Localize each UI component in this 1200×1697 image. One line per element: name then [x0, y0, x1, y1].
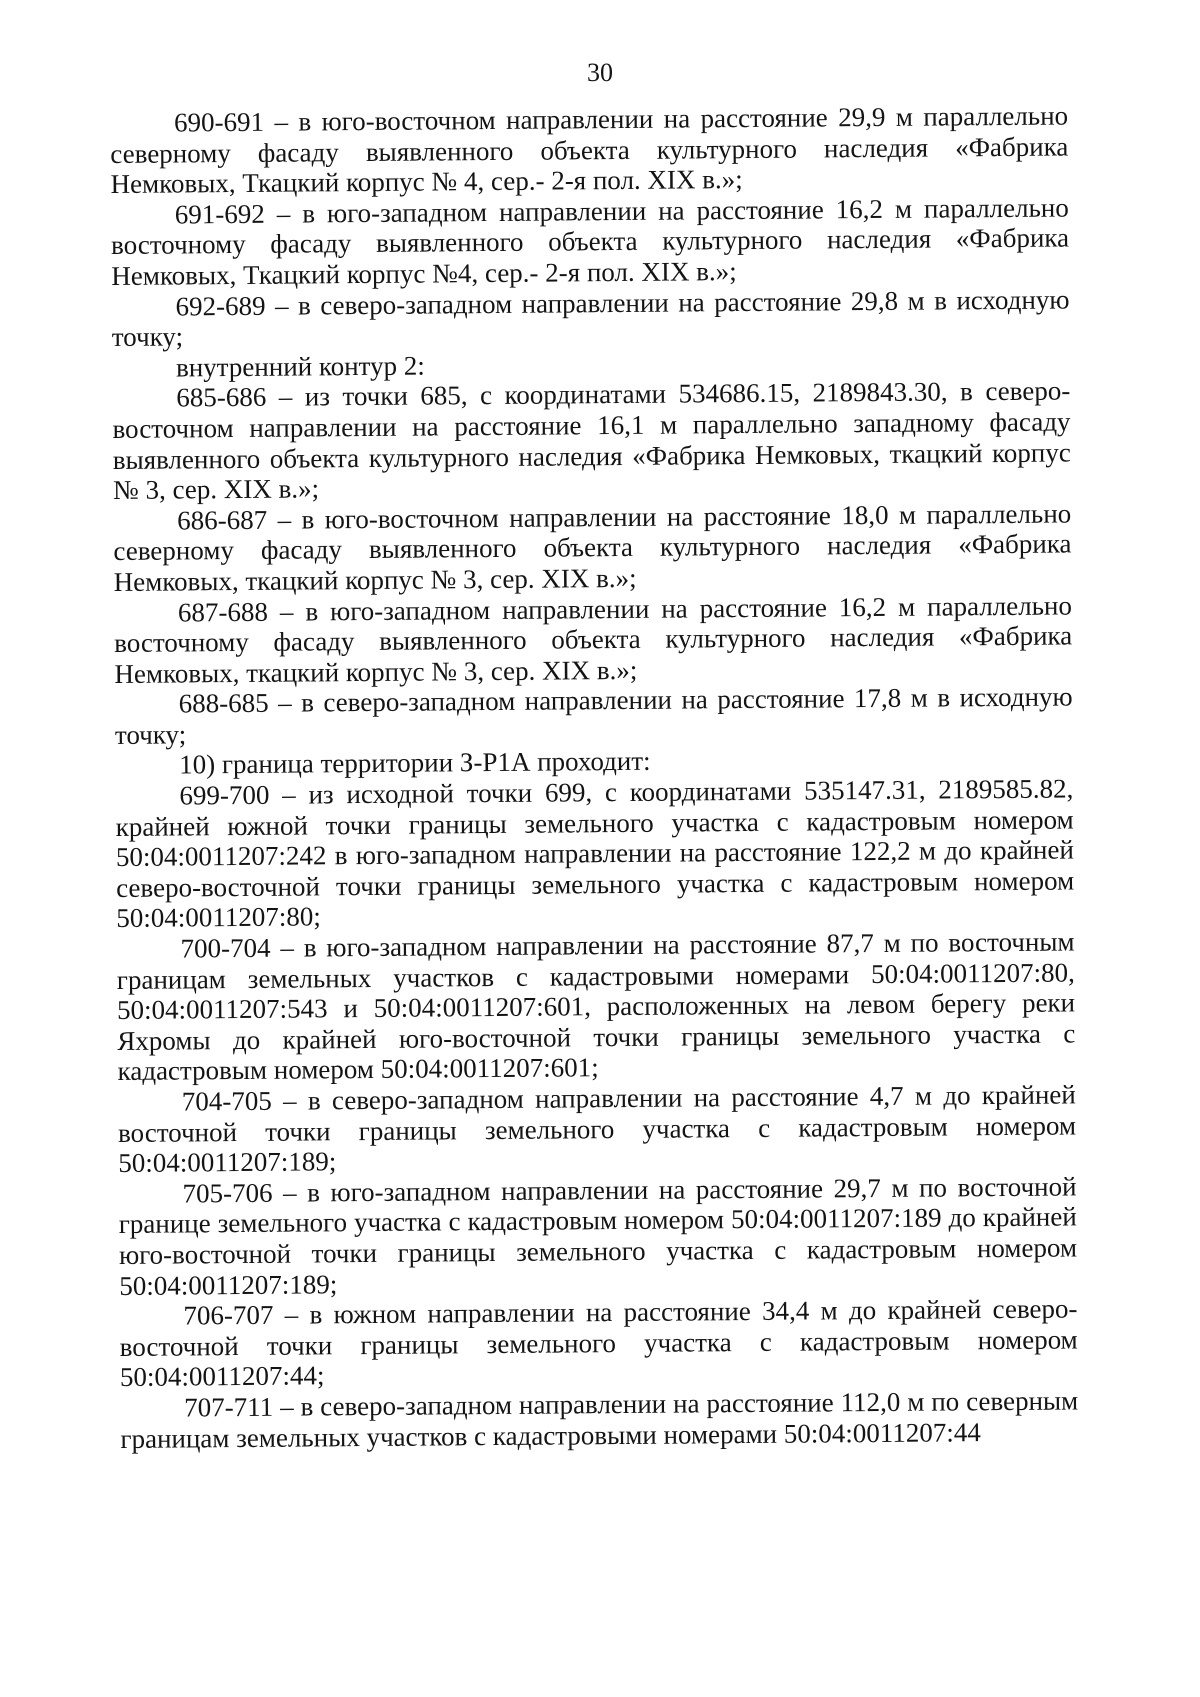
- paragraph-691-692: 691-692 – в юго-западном направлении на расстояние 16,2 м параллельно восточному фасаду выявленного объекта культурного наследия «Фабрика Немковых, Ткацкий корпус №4, сер.- 2-я пол. XIX в.»;: [110, 192, 1070, 291]
- paragraph-706-707: 706-707 – в южном направлении на расстояние 34,4 м до крайней северо-восточной точки границы земельного участка с кадастровым номером 50:04:0011207:44;: [119, 1293, 1078, 1393]
- paragraph-707-711: 707-711 – в северо-западном направлении на расстояние 112,0 м по северным границам земельных участков с кадастровыми номерами 50:04:0011207:44: [120, 1385, 1079, 1454]
- paragraph-692-689: 692-689 – в северо-западном направлении на расстояние 29,8 м в исходную точку;: [111, 284, 1070, 353]
- paragraph-685-686: 685-686 – из точки 685, с координатами 534686.15, 2189843.30, в северо-восточном направлении на расстояние 16,1 м параллельно западному фасаду выявленного объекта культурного наследия «Фабрика Немковых, ткацкий корпус № 3, сер. XIX в.»;: [112, 375, 1071, 506]
- document-body: [110, 100, 1079, 1454]
- paragraph-690-691: 690-691 – в юго-восточном направлении на расстояние 29,9 м параллельно северному фасаду выявленного объекта культурного наследия «Фабрика Немковых, Ткацкий корпус № 4, сер.- 2-я пол. XIX в.»;: [110, 100, 1069, 200]
- paragraph-700-704: 700-704 – в юго-западном направлении на расстояние 87,7 м по восточным границам земельных участков с кадастровыми номерами 50:04:0011207:80, 50:04:0011207:543 и 50:04:0011207:601, расположенных на левом берегу реки Яхромы до крайней юго-восточной точки границы земельного участка с кадастровым номером 50:04:0011207:601;: [116, 926, 1076, 1087]
- paragraph-territory-boundary-heading: 10) граница территории З-Р1А проходит:: [179, 746, 651, 780]
- paragraph-699-700: 699-700 – из исходной точки 699, с координатами 535147.31, 2189585.82, крайней южной точки границы земельного участка с кадастровым номером 50:04:0011207:242 в юго-западном направлении на расстояние 122,2 м до крайней северо-восточной точки границы земельного участка с кадастровым номером 50:04:0011207:80;: [115, 773, 1075, 934]
- paragraph-688-685: 688-685 – в северо-западном направлении на расстояние 17,8 м в исходную точку;: [114, 681, 1073, 750]
- paragraph-inner-contour-2: внутренний контур 2:: [175, 350, 425, 383]
- paragraph-686-687: 686-687 – в юго-восточном направлении на расстояние 18,0 м параллельно северному фасаду выявленного объекта культурного наследия «Фабрика Немковых, ткацкий корпус № 3, сер. XIX в.»;: [113, 498, 1072, 597]
- paragraph-704-705: 704-705 – в северо-западном направлении на расстояние 4,7 м до крайней восточной точки границы земельного участка с кадастровым номером 50:04:0011207:189;: [117, 1079, 1077, 1179]
- paragraph-705-706: 705-706 – в юго-западном направлении на расстояние 29,7 м по восточной границе земельного участка с кадастровым номером 50:04:0011207:189 до крайней юго-восточной точки границы земельного участка с кадастровым номером 50:04:0011207:189;: [118, 1171, 1078, 1301]
- paragraph-687-688: 687-688 – в юго-западном направлении на расстояние 16,2 м параллельно восточному фасаду выявленного объекта культурного наследия «Фабрика Немковых, ткацкий корпус № 3, сер. XIX в.»;: [114, 589, 1073, 689]
- page-number: 30: [587, 58, 613, 87]
